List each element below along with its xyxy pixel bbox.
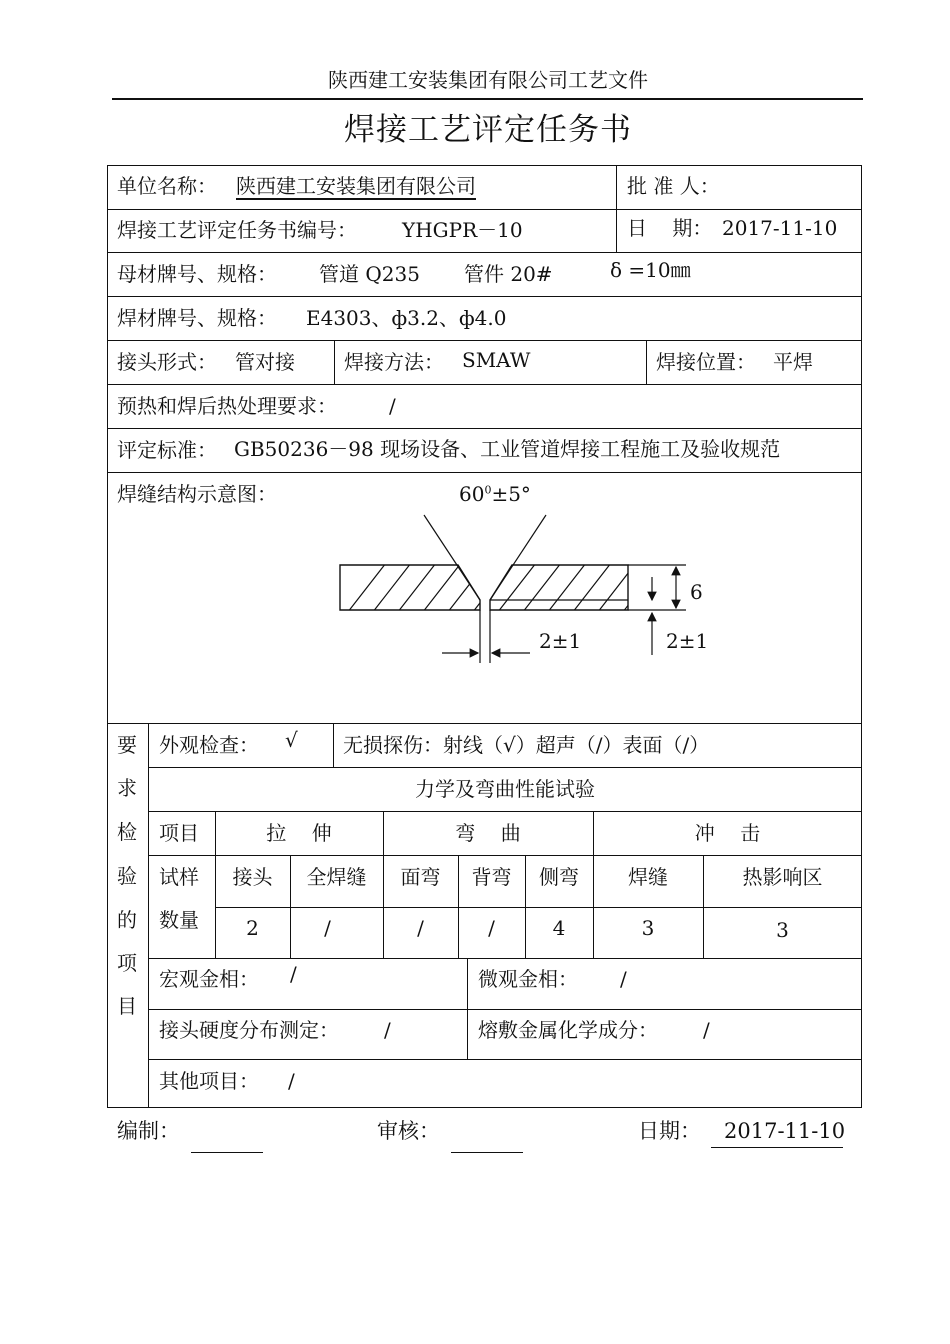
heat-treatment-label: 预热和焊后热处理要求： xyxy=(117,394,337,418)
fitting-material: 管件 20# xyxy=(464,262,553,286)
chemistry-label: 熔敷金属化学成分： xyxy=(478,1018,658,1042)
date-value: 2017-11-10 xyxy=(722,216,838,240)
position-label: 焊接位置： xyxy=(656,350,756,374)
hardness-label: 接头硬度分布测定： xyxy=(159,1018,339,1042)
ndt-requirement: 无损探伤：射线（√）超声（/）表面（/） xyxy=(343,733,710,757)
row-divider xyxy=(107,340,862,341)
date-label: 日 期： xyxy=(627,216,713,240)
pipe-material: 管道 Q235 xyxy=(319,262,420,286)
sub-header-weld: 焊缝 xyxy=(628,865,668,889)
row-divider xyxy=(107,296,862,297)
row-divider xyxy=(107,384,862,385)
side-label-char: 验 xyxy=(117,864,137,888)
qty-root-bend: / xyxy=(488,916,495,940)
specimen-label: 试样 xyxy=(159,865,199,889)
qty-haz: 3 xyxy=(776,918,789,942)
row-divider xyxy=(148,1059,862,1060)
row-divider xyxy=(148,855,862,856)
sub-header-joint: 接头 xyxy=(232,865,273,889)
row-divider xyxy=(148,1009,862,1010)
row-divider xyxy=(215,907,862,908)
qty-joint: 2 xyxy=(246,916,259,940)
unit-value: 陕西建工安装集团有限公司 xyxy=(236,174,476,198)
thickness-dimension: 6 xyxy=(690,580,703,604)
thickness-value: δ =10㎜ xyxy=(610,258,691,282)
method-label: 焊接方法： xyxy=(344,350,444,374)
qty-side-bend: 4 xyxy=(552,916,566,940)
row-divider xyxy=(107,209,862,210)
impact-header: 冲 击 xyxy=(694,821,761,845)
qty-face-bend: / xyxy=(417,916,424,940)
sub-header-face-bend: 面弯 xyxy=(400,865,441,889)
right-plate-hatching xyxy=(480,545,675,635)
approver-label: 批 准 人： xyxy=(627,174,720,198)
task-number-value: YHGPR－10 xyxy=(402,218,523,242)
bevel-line-right xyxy=(490,515,546,600)
sub-header-all-weld: 全焊缝 xyxy=(306,865,367,889)
micro-label: 微观金相： xyxy=(478,967,578,991)
gap-dimension: 2±1 xyxy=(539,629,582,653)
sub-header-root-bend: 背弯 xyxy=(471,865,512,889)
macro-label: 宏观金相： xyxy=(159,967,259,991)
footer-date-value: 2017-11-10 xyxy=(724,1119,846,1143)
col-divider xyxy=(334,340,335,384)
footer-date-label: 日期： xyxy=(638,1119,701,1143)
company-document-header: 陕西建工安装集团有限公司工艺文件 xyxy=(328,68,648,92)
root-face-dimension: 2±1 xyxy=(666,629,709,653)
prepared-by-blank xyxy=(191,1152,263,1153)
other-items-value: / xyxy=(288,1069,295,1093)
mechanical-test-title: 力学及弯曲性能试验 xyxy=(415,777,595,801)
joint-value: 管对接 xyxy=(235,350,295,374)
sub-header-haz: 热影响区 xyxy=(742,865,823,889)
base-metal-label: 母材牌号、规格： xyxy=(117,262,277,286)
side-label-char: 目 xyxy=(117,994,137,1018)
micro-value: / xyxy=(620,967,627,991)
reviewed-by-label: 审核： xyxy=(377,1119,440,1143)
position-value: 平焊 xyxy=(773,350,813,374)
left-plate xyxy=(340,565,480,610)
row-divider xyxy=(107,252,862,253)
standard-value: GB50236－98 现场设备、工业管道焊接工程施工及验收规范 xyxy=(234,437,781,461)
item-header: 项目 xyxy=(159,821,199,845)
visual-inspection-check: √ xyxy=(285,728,298,752)
joint-label: 接头形式： xyxy=(117,350,217,374)
side-label-char: 项 xyxy=(117,951,137,975)
other-items-label: 其他项目： xyxy=(159,1069,259,1093)
row-divider xyxy=(148,767,862,768)
quantity-label: 数量 xyxy=(159,908,199,932)
bend-header: 弯 曲 xyxy=(455,821,521,845)
task-number-label: 焊接工艺评定任务书编号： xyxy=(117,218,357,242)
weld-sketch-label: 焊缝结构示意图： xyxy=(117,482,277,506)
row-divider xyxy=(148,811,862,812)
hardness-value: / xyxy=(384,1018,391,1042)
row-divider xyxy=(107,472,862,473)
tensile-header: 拉 伸 xyxy=(266,821,332,845)
qty-all-weld: / xyxy=(324,916,331,940)
chemistry-value: / xyxy=(703,1018,710,1042)
row-divider xyxy=(107,428,862,429)
row-divider xyxy=(107,723,862,724)
col-divider xyxy=(616,165,617,252)
bevel-line-left xyxy=(424,515,480,600)
right-plate xyxy=(490,565,628,610)
side-label-char: 检 xyxy=(117,820,137,844)
sub-header-side-bend: 侧弯 xyxy=(539,865,579,889)
side-label-char: 求 xyxy=(117,776,137,800)
method-value: SMAW xyxy=(462,348,531,372)
side-label-char: 的 xyxy=(117,908,137,932)
unit-label: 单位名称： xyxy=(117,174,217,198)
col-divider xyxy=(333,723,334,767)
qty-weld: 3 xyxy=(641,916,655,940)
standard-label: 评定标准： xyxy=(117,438,217,462)
prepared-by-label: 编制： xyxy=(117,1119,180,1143)
footer-date-underline xyxy=(711,1147,843,1148)
side-label-char: 要 xyxy=(117,733,137,757)
filler-label: 焊材牌号、规格： xyxy=(117,306,277,330)
heat-treatment-value: / xyxy=(389,394,396,418)
row-divider xyxy=(148,958,862,959)
macro-value: / xyxy=(290,962,297,986)
header-rule xyxy=(112,98,863,100)
page-title: 焊接工艺评定任务书 xyxy=(344,112,632,148)
bevel-angle-label: $60^0\pm 5^\circ$ xyxy=(459,482,531,506)
col-divider xyxy=(467,958,468,1059)
col-divider xyxy=(646,340,647,384)
reviewed-by-blank xyxy=(451,1152,523,1153)
visual-inspection-label: 外观检查： xyxy=(159,733,259,757)
filler-value: E4303、ф3.2、ф4.0 xyxy=(306,306,507,330)
